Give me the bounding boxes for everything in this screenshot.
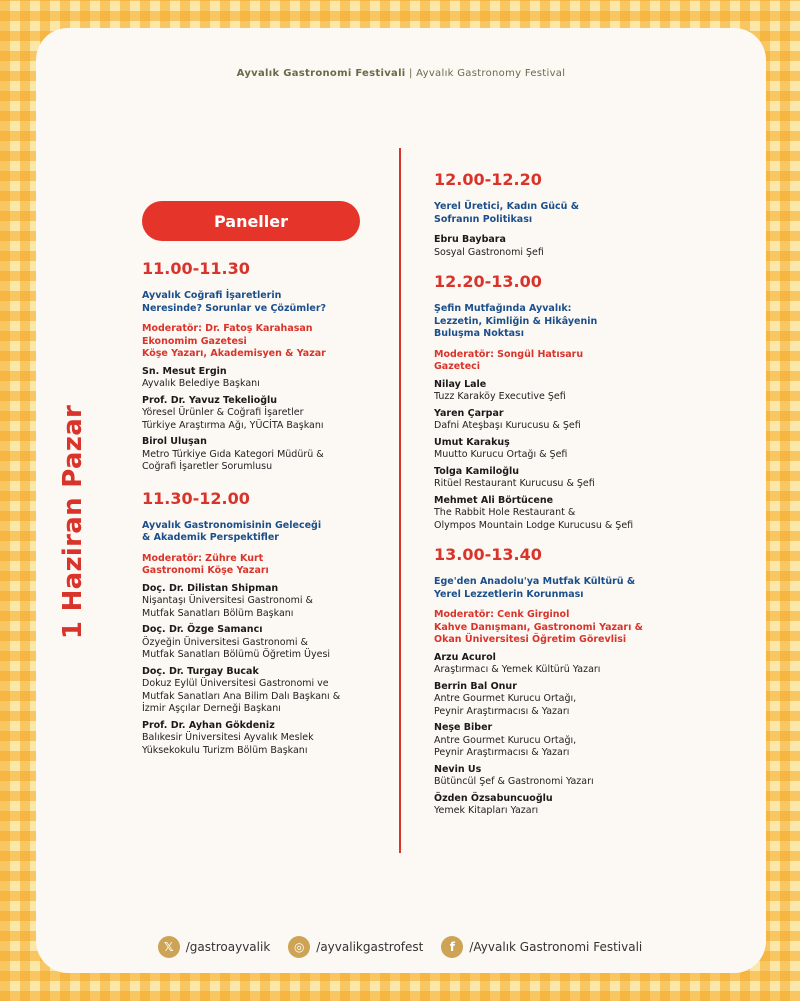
panel-session <box>434 544 734 818</box>
social-footer <box>0 936 800 958</box>
speaker <box>434 495 734 533</box>
instagram-icon: ◎ <box>288 936 310 958</box>
section-title-pill: Paneller <box>142 201 360 241</box>
speaker-name: Birol Uluşan <box>142 436 207 447</box>
speaker-name: Doç. Dr. Özge Samancı <box>142 624 263 635</box>
speaker <box>142 436 392 474</box>
speaker-role: Yöresel Ürünler & Coğrafi İşaretler Türkiye Araştırma Ağı, YÜCİTA Başkanı <box>142 407 324 431</box>
speaker-role: Sosyal Gastronomi Şefi <box>434 246 544 258</box>
speaker-name: Tolga Kamiloğlu <box>434 465 520 477</box>
panel-session <box>434 271 734 532</box>
day-title: 1 Haziran Pazar <box>58 404 88 640</box>
session-moderator: Moderatör: Songül Hatısaru Gazeteci <box>434 348 584 372</box>
speaker <box>142 395 392 433</box>
speaker <box>434 764 734 789</box>
social-handle[interactable]: /gastroayvalik <box>185 940 271 954</box>
speaker <box>434 722 734 760</box>
speaker <box>434 793 734 818</box>
speaker-name: Arzu Acurol <box>434 651 496 663</box>
session-moderator: Moderatör: Dr. Fatoş Karahasan Ekonomim Gazetesi Köşe Yazarı, Akademisyen & Yazar <box>142 323 326 359</box>
speaker <box>434 466 734 491</box>
social-handle[interactable]: /ayvalikgastrofest <box>316 940 424 954</box>
speaker-role: The Rabbit Hole Restaurant & Olympos Mountain Lodge Kurucusu & Şefi <box>434 507 634 531</box>
speaker <box>434 652 734 677</box>
session-title: Yerel Üretici, Kadın Gücü & Sofranın Politikası <box>434 201 580 225</box>
panel-session <box>142 488 392 758</box>
speaker-role: Balıkesir Üniversitesi Ayvalık Meslek Yüksekokulu Turizm Bölüm Başkanı <box>142 732 314 756</box>
x-icon: 𝕏 <box>158 936 180 958</box>
speaker-role: Yemek Kitapları Yazarı <box>434 805 539 816</box>
speaker-name: Özden Özsabuncuoğlu <box>434 792 553 804</box>
session-time: 13.00-13.40 <box>434 545 542 564</box>
session-title: Ayvalık Gastronomisinin Geleceği & Akademik Perspektifler <box>142 519 322 543</box>
speaker-name: Prof. Dr. Yavuz Tekelioğlu <box>142 394 278 406</box>
session-time: 11.30-12.00 <box>142 488 250 508</box>
session-time: 12.20-13.00 <box>434 272 542 291</box>
speaker-name: Nilay Lale <box>434 378 487 390</box>
header-title: Ayvalık Gastronomi Festivali <box>236 68 406 79</box>
speaker-name: Berrin Bal Onur <box>434 680 517 692</box>
speaker-name: Prof. Dr. Ayhan Gökdeniz <box>142 719 275 731</box>
speaker-name: Ebru Baybara <box>434 234 506 245</box>
speaker <box>142 366 392 391</box>
speaker <box>434 234 734 259</box>
speaker-role: Tuzz Karaköy Executive Şefi <box>434 391 566 402</box>
session-title: Ayvalık Coğrafi İşaretlerin Neresinde? Sorunlar ve Çözümler? <box>142 290 327 314</box>
speaker-name: Doç. Dr. Dilistan Shipman <box>142 582 279 594</box>
speaker-role: Ritüel Restaurant Kurucusu & Şefi <box>434 478 595 489</box>
session-time: 11.00-11.30 <box>142 259 250 278</box>
left-column <box>142 258 392 769</box>
speaker <box>434 437 734 462</box>
speaker <box>142 720 392 758</box>
session-moderator: Moderatör: Zühre Kurt Gastronomi Köşe Yazarı <box>142 552 269 576</box>
speaker-name: Neşe Biber <box>434 722 493 733</box>
speaker <box>434 408 734 433</box>
speaker-role: Bütüncül Şef & Gastronomi Yazarı <box>434 776 594 787</box>
speaker-name: Mehmet Ali Börtücene <box>434 494 554 506</box>
speaker-role: Dokuz Eylül Üniversitesi Gastronomi ve Mutfak Sanatları Ana Bilim Dalı Başkanı & İzmir Aşçılar Derneği Başkanı <box>142 678 341 714</box>
session-time: 12.00-12.20 <box>434 170 542 189</box>
speaker-role: Metro Türkiye Gıda Kategori Müdürü & Coğrafi İşaretler Sorumlusu <box>142 448 324 472</box>
speaker-name: Nevin Us <box>434 763 482 775</box>
social-link[interactable] <box>441 936 642 958</box>
speaker-role: Dafni Ateşbaşı Kurucusu & Şefi <box>434 420 581 431</box>
session-title: Şefin Mutfağında Ayvalık: Lezzetin, Kimliğin & Hikâyenin Buluşma Noktası <box>434 303 598 339</box>
social-handle[interactable]: /Ayvalık Gastronomi Festivali <box>469 940 643 954</box>
speaker-name: Umut Karakuş <box>434 436 510 448</box>
speaker-role: Ayvalık Belediye Başkanı <box>142 378 260 389</box>
session-title: Ege'den Anadolu'ya Mutfak Kültürü & Yerel Lezzetlerin Korunması <box>434 576 636 600</box>
panel-session <box>434 169 734 259</box>
right-column <box>434 169 734 830</box>
header-subtitle: | Ayvalık Gastronomy Festival <box>409 68 566 79</box>
speaker <box>142 666 392 716</box>
panel-session <box>142 258 392 474</box>
speaker-role: Antre Gourmet Kurucu Ortağı, Peynir Araştırmacısı & Yazarı <box>434 693 577 717</box>
speaker-role: Araştırmacı & Yemek Kültürü Yazarı <box>434 664 601 675</box>
speaker-role: Nişantaşı Üniversitesi Gastronomi & Mutfak Sanatları Bölüm Başkanı <box>142 595 313 619</box>
speaker-name: Sn. Mesut Ergin <box>142 365 227 377</box>
facebook-icon: f <box>441 936 463 958</box>
speaker <box>434 379 734 404</box>
festival-header <box>36 68 766 79</box>
speaker-role: Muutto Kurucu Ortağı & Şefi <box>434 449 568 460</box>
session-moderator: Moderatör: Cenk Girginol Kahve Danışmanı, Gastronomi Yazarı & Okan Üniversitesi Öğretim Görevlisi <box>434 609 643 645</box>
column-divider <box>399 148 401 853</box>
speaker <box>434 681 734 719</box>
speaker-role: Antre Gourmet Kurucu Ortağı, Peynir Araştırmacısı & Yazarı <box>434 734 577 758</box>
speaker-name: Yaren Çarpar <box>434 407 504 419</box>
speaker <box>142 624 392 662</box>
social-link[interactable] <box>288 936 423 958</box>
speaker-role: Özyeğin Üniversitesi Gastronomi & Mutfak Sanatları Bölümü Öğretim Üyesi <box>142 636 331 660</box>
speaker-name: Doç. Dr. Turgay Bucak <box>142 665 259 677</box>
speaker <box>142 583 392 621</box>
social-link[interactable] <box>158 936 271 958</box>
